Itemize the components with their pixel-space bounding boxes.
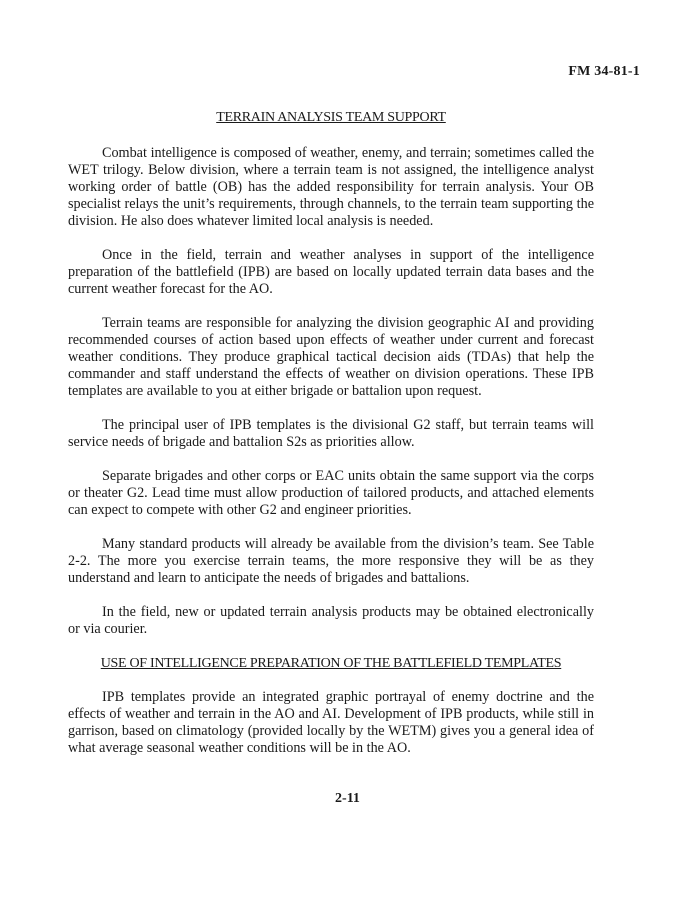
paragraph: Separate brigades and other corps or EAC units obtain the same support via the corps or theater G2. Lead time must allow production of tailored products, and attached elements can expect to compete with other G2 and engineer priorities. xyxy=(68,468,594,518)
document-id: FM 34-81-1 xyxy=(568,64,640,79)
paragraph: The principal user of IPB templates is the divisional G2 staff, but terrain teams will service needs of brigade and battalion S2s as priorities allow. xyxy=(68,417,594,450)
page-number: 2-11 xyxy=(335,791,360,806)
paragraph: IPB templates provide an integrated graphic portrayal of enemy doctrine and the effects of weather and terrain in the AO and AI. Development of IPB products, while still in garrison, based on climatology (provided locally by the WETM) gives you a general idea of what average seasonal weather conditions will be in the AO. xyxy=(68,689,594,756)
section-heading-ipb-templates: USE OF INTELLIGENCE PREPARATION OF THE BATTLEFIELD TEMPLATES xyxy=(100,656,562,671)
paragraph: Combat intelligence is composed of weather, enemy, and terrain; sometimes called the WET trilogy. Below division, where a terrain team is not assigned, the intelligence analyst working order of battle (OB) has the added responsibility for terrain analysis. Your OB specialist relays the unit’s requirements, through channels, to the terrain team supporting the division. He also does whatever limited local analysis is needed. xyxy=(68,145,594,229)
paragraph: Many standard products will already be available from the division’s team. See Table 2-2. The more you exercise terrain teams, the more responsive they will be as they understand and learn to anticipate the needs of brigades and battalions. xyxy=(68,536,594,586)
document-body xyxy=(68,109,594,757)
section-heading-terrain-analysis: TERRAIN ANALYSIS TEAM SUPPORT xyxy=(216,110,446,125)
paragraph: In the field, new or updated terrain analysis products may be obtained electronically or via courier. xyxy=(68,604,594,637)
paragraph: Terrain teams are responsible for analyzing the division geographic AI and providing recommended courses of action based upon effects of weather under current and forecast weather conditions. They produce graphical tactical decision aids (TDAs) that help the commander and staff understand the effects of weather on division operations. These IPB templates are available to you at either brigade or battalion upon request. xyxy=(68,315,594,399)
paragraph: Once in the field, terrain and weather analyses in support of the intelligence preparation of the battlefield (IPB) are based on locally updated terrain data bases and the current weather forecast for the AO. xyxy=(68,247,594,297)
